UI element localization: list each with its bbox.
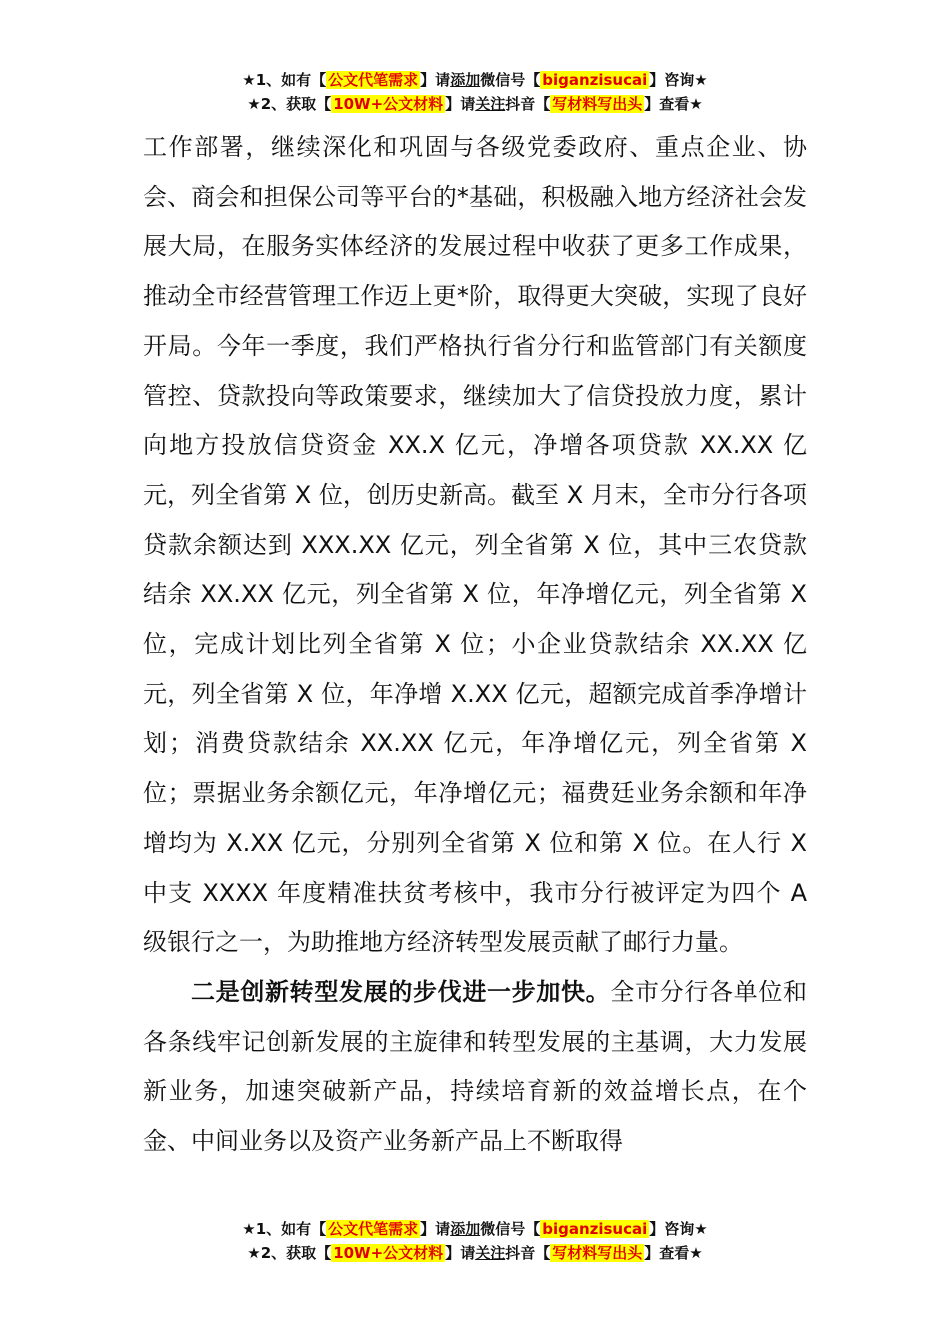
promo-highlight: 10W+公文材料: [333, 1244, 444, 1262]
promo-highlight: 写材料写出头: [552, 95, 643, 113]
body-paragraph-2: [143, 968, 807, 1167]
document-body: [143, 123, 807, 1167]
promo-underlined-text: 添加: [450, 71, 481, 89]
promo-banner-bottom: [0, 1217, 950, 1265]
promo-highlight: 公文代笔需求: [328, 71, 419, 89]
promo-highlight: 10W+公文材料: [333, 95, 444, 113]
promo-highlight: 公文代笔需求: [328, 1220, 419, 1238]
promo-text: 】请: [420, 1220, 451, 1238]
promo-text: 微信号【: [480, 1220, 541, 1238]
promo-underlined-text: 关注: [475, 95, 506, 113]
promo-text: ★2、获取【: [247, 95, 332, 113]
promo-text: ★1、如有【: [242, 1220, 327, 1238]
promo-line-1: [0, 68, 950, 92]
promo-line-2: [0, 92, 950, 116]
promo-line-1: [0, 1217, 950, 1241]
promo-text: ★2、获取【: [247, 1244, 332, 1262]
promo-text: 抖音【: [505, 95, 551, 113]
promo-text: ★1、如有【: [242, 71, 327, 89]
promo-highlight: 写材料写出头: [552, 1244, 643, 1262]
promo-line-2: [0, 1241, 950, 1265]
promo-text: 】咨询★: [649, 71, 708, 89]
promo-highlight: biganzisucai: [542, 1220, 648, 1238]
promo-text: 】查看★: [644, 95, 703, 113]
promo-text: 抖音【: [505, 1244, 551, 1262]
promo-text: 微信号【: [480, 71, 541, 89]
promo-text: 】查看★: [644, 1244, 703, 1262]
paragraph-text: 全市分行各单位和各条线牢记创新发展的主旋律和转型发展的主基调，大力发展新业务，加速突破新产品，持续培育新的效益增长点，在个金、中间业务以及资产业务新产品上不断取得: [143, 977, 808, 1156]
body-paragraph-1: 工作部署，继续深化和巩固与各级党委政府、重点企业、协会、商会和担保公司等平台的*基础，积极融入地方经济社会发展大局，在服务实体经济的发展过程中收获了更多工作成果，推动全市经营管理工作迈上更*阶，取得更大突破，实现了良好开局。今年一季度，我们严格执行省分行和监管部门有关额度管控、贷款投向等政策要求，继续加大了信贷投放力度，累计向地方投放信贷资金 XX.X 亿元，净增各项贷款 XX.XX 亿元，列全省第 X 位，创历史新高。截至 X 月末，全市分行各项贷款余额达到 XXX.XX 亿元，列全省第 X 位，其中三农贷款结余 XX.XX 亿元，列全省第 X 位，年净增亿元，列全省第 X 位，完成计划比列全省第 X 位；小企业贷款结余 XX.XX 亿元，列全省第 X 位，年净增 X.XX 亿元，超额完成首季净增计划；消费贷款结余 XX.XX 亿元，年净增亿元，列全省第 X 位；票据业务余额亿元，年净增亿元；福费廷业务余额和年净增均为 X.XX 亿元，分别列全省第 X 位和第 X 位。在人行 X 中支 XXXX 年度精准扶贫考核中，我市分行被评定为四个 A 级银行之一，为助推地方经济转型发展贡献了邮行力量。: [143, 133, 807, 957]
promo-text: 】请: [445, 95, 476, 113]
promo-text: 】请: [445, 1244, 476, 1262]
promo-text: 】咨询★: [649, 1220, 708, 1238]
paragraph-lead-heading: 二是创新转型发展的步伐进一步加快。: [191, 977, 611, 1006]
promo-underlined-text: 添加: [450, 1220, 481, 1238]
promo-banner-top: [0, 68, 950, 116]
promo-text: 】请: [420, 71, 451, 89]
promo-underlined-text: 关注: [475, 1244, 506, 1262]
promo-highlight: biganzisucai: [542, 71, 648, 89]
